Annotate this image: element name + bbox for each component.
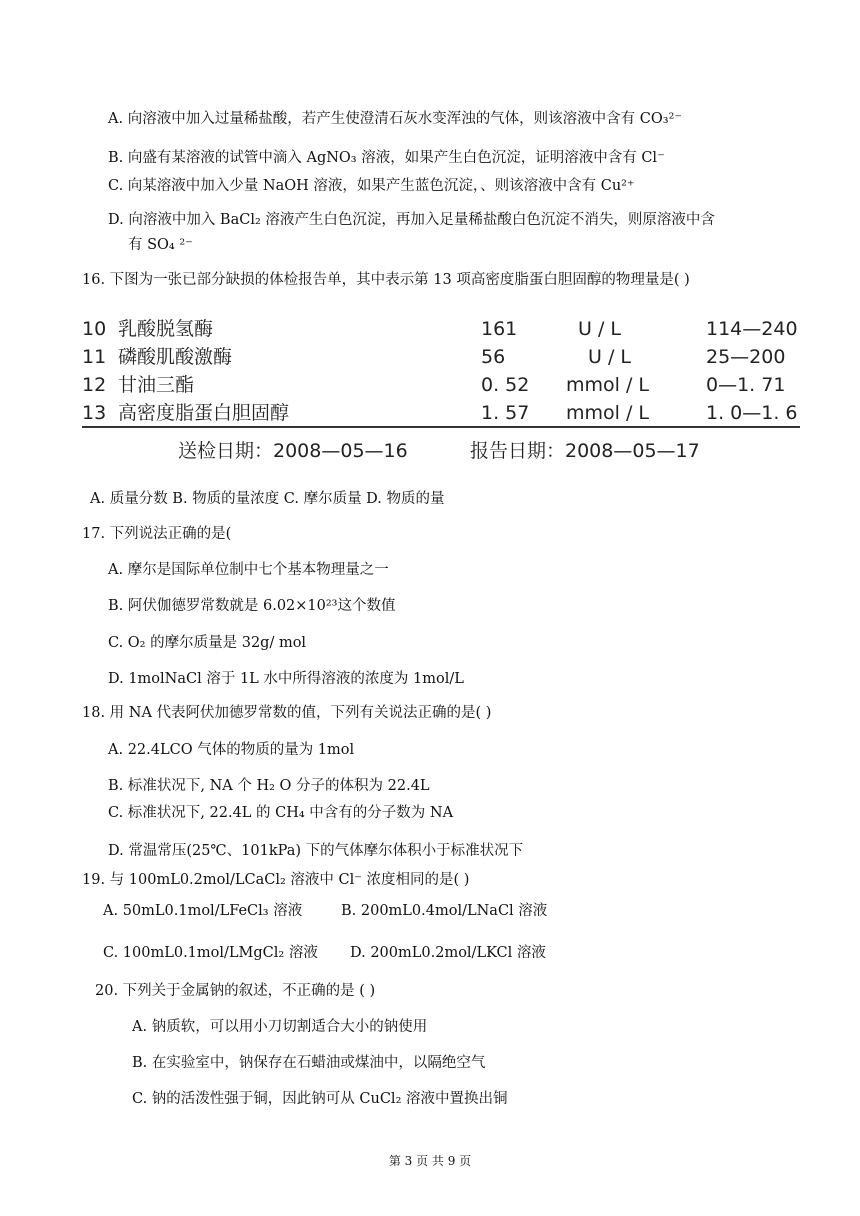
q19-option-c: C. 100mL0.1mol/LMgCl₂ 溶液: [103, 945, 318, 961]
report-item-name: 乳酸脱氢酶: [118, 318, 214, 340]
report-no: 11: [82, 346, 107, 368]
q20-option-c: C. 钠的活泼性强于铜，因此钠可从 CuCl₂ 溶液中置换出铜: [132, 1091, 508, 1107]
q16-options: A. 质量分数 B. 物质的量浓度 C. 摩尔质量 D. 物质的量: [90, 491, 445, 507]
q17-option-b: B. 阿伏伽德罗常数就是 6.02×10²³这个数值: [108, 598, 396, 614]
q18-option-d: D. 常温常压(25℃、101kPa) 下的气体摩尔体积小于标准状况下: [108, 843, 524, 859]
report-value: 56: [481, 346, 506, 368]
q19-option-d: D. 200mL0.2mol/LKCl 溶液: [350, 945, 546, 961]
q18-option-b: B. 标准状况下, NA 个 H₂ O 分子的体积为 22.4L: [108, 778, 430, 794]
report-no: 12: [82, 374, 107, 396]
report-no: 13: [82, 402, 107, 424]
report-item-name: 甘油三酯: [118, 374, 195, 396]
report-unit: mmol / L: [566, 374, 649, 396]
report-range: 114—240: [706, 318, 798, 340]
q17-stem: 17. 下列说法正确的是(: [82, 526, 232, 542]
q18-option-c: C. 标准状况下, 22.4L 的 CH₄ 中含有的分子数为 NA: [108, 805, 454, 821]
q19-option-a: A. 50mL0.1mol/LFeCl₃ 溶液: [103, 903, 303, 919]
q15-option-a: A. 向溶液中加入过量稀盐酸，若产生使澄清石灰水变浑浊的气体，则该溶液中含有 CO₃²⁻: [108, 111, 683, 127]
report-value: 1. 57: [481, 402, 530, 424]
q18-option-a: A. 22.4LCO 气体的物质的量为 1mol: [108, 742, 355, 758]
report-item-name: 高密度脂蛋白胆固醇: [118, 402, 290, 424]
page-number: 第 3 页 共 9 页: [388, 1154, 472, 1168]
report-no: 10: [82, 318, 107, 340]
q19-option-b: B. 200mL0.4mol/LNaCl 溶液: [341, 903, 548, 919]
report-issue-date: 报告日期：2008—05—17: [470, 440, 700, 462]
q20-option-a: A. 钠质软，可以用小刀切割适合大小的钠使用: [132, 1019, 428, 1035]
q15-option-d: D. 向溶液中加入 BaCl₂ 溶液产生白色沉淀，再加入足量稀盐酸白色沉淀不消失，则原溶液中含: [108, 212, 715, 228]
q17-option-c: C. O₂ 的摩尔质量是 32g/ mol: [108, 635, 307, 651]
report-item-name: 磷酸肌酸激酶: [118, 346, 233, 368]
q20-option-b: B. 在实验室中，钠保存在石蜡油或煤油中，以隔绝空气: [132, 1055, 486, 1071]
q15-option-c: C. 向某溶液中加入少量 NaOH 溶液，如果产生蓝色沉淀，、则该溶液中含有 Cu²⁺: [108, 178, 635, 194]
q19-stem: 19. 与 100mL0.2mol/LCaCl₂ 溶液中 Cl⁻ 浓度相同的是( ): [82, 872, 470, 888]
report-range: 25—200: [706, 346, 786, 368]
q18-stem: 18. 用 NA 代表阿伏加德罗常数的值，下列有关说法正确的是( ): [82, 705, 492, 721]
report-unit: U / L: [578, 318, 621, 340]
report-unit: mmol / L: [566, 402, 649, 424]
report-range: 0—1. 71: [706, 374, 786, 396]
q20-stem: 20. 下列关于金属钠的叙述，不正确的是 ( ): [95, 983, 376, 999]
q17-option-a: A. 摩尔是国际单位制中七个基本物理量之一: [108, 562, 389, 578]
report-divider: [82, 426, 800, 428]
report-unit: U / L: [588, 346, 631, 368]
q17-option-d: D. 1molNaCl 溶于 1L 水中所得溶液的浓度为 1mol/L: [108, 671, 464, 687]
report-value: 161: [481, 318, 518, 340]
q15-option-d-cont: 有 SO₄ ²⁻: [128, 237, 193, 253]
q15-option-b: B. 向盛有某溶液的试管中滴入 AgNO₃ 溶液，如果产生白色沉淀，证明溶液中含有 Cl⁻: [108, 150, 665, 166]
report-range: 1. 0—1. 6: [706, 402, 798, 424]
report-value: 0. 52: [481, 374, 530, 396]
report-send-date: 送检日期：2008—05—16: [178, 440, 408, 462]
q16-stem: 16. 下图为一张已部分缺损的体检报告单，其中表示第 13 项高密度脂蛋白胆固醇的物理量是( ): [82, 272, 690, 288]
